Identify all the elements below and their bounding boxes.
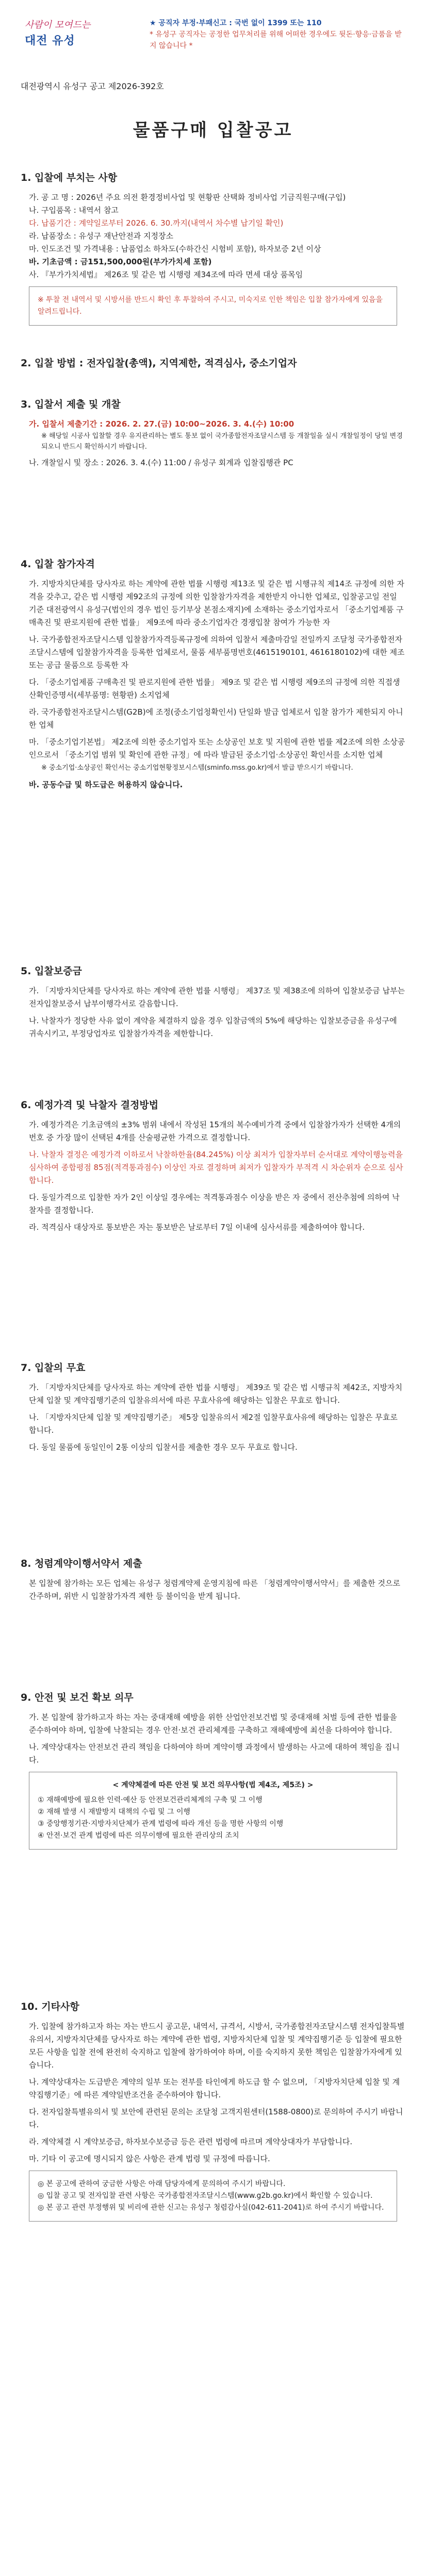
s10-item: 마. 기타 이 공고에 명시되지 않은 사항은 관계 법령 및 규정에 따릅니다. bbox=[29, 2154, 270, 2163]
s10-box-item: ◎ 본 공고 관련 부정행위 및 비리에 관한 신고는 유성구 청렴감사실(042-611-2041)로 하여 주시기 바랍니다. bbox=[38, 2204, 384, 2212]
s10-box-item: ◎ 입찰 공고 및 전자입찰 관련 사항은 국가종합전자조달시스템(www.g2b.go.kr)에서 확인할 수 있습니다. bbox=[38, 2192, 373, 2200]
section-9 bbox=[21, 1690, 405, 1855]
s4-item: 나. 국가종합전자조달시스템 입찰참가자격등록규정에 의하여 입찰서 제출마감일 전일까지 조달청 국가종합전자조달시스템에 입찰참가자격을 등록한 업체로서, 물품 세부품명번호(4615190101, 4616180102)에 대한 제조 또는 공급 물품으로 등록한 자 bbox=[29, 635, 405, 670]
s7-item: 다. 동일 물품에 동일인이 2통 이상의 입찰서를 제출한 경우 모두 무효로 합니다. bbox=[29, 1443, 298, 1452]
s1-item: 나. 구입품목 : 내역서 참고 bbox=[29, 206, 119, 215]
s4-item: 라. 국가종합전자조달시스템(G2B)에 조정(중소기업청확인서) 단일화 발급 업체로서 입찰 참가가 제한되지 아니한 업체 bbox=[29, 707, 403, 730]
s5-item: 가. 「지방자치단체를 당사자로 하는 계약에 관한 법률 시행령」 제37조 및 제38조에 의하여 입찰보증금 납부는 전자입찰보증서 납부이행각서로 갈음합니다. bbox=[29, 986, 405, 1008]
s1-note-box bbox=[29, 286, 397, 326]
s9-box-item: ② 재해 발생 시 재발방지 대책의 수립 및 그 이행 bbox=[38, 1808, 191, 1816]
section-10 bbox=[21, 1999, 405, 2227]
s6-item: 나. 낙찰자 결정은 예정가격 이하로서 낙찰하한율(84.245%) 이상 최저가 입찰자부터 순서대로 계약이행능력을 심사하여 종합평점 85점(적격통과점수) 이상인 자로 결정하며 최저가 입찰자가 부적격 시 차순위자 순으로 심사합니다. bbox=[29, 1150, 403, 1185]
s10-item: 다. 전자입찰특별유의서 및 보안에 관련된 문의는 조달청 고객지원센터(1588-0800)로 문의하여 주시기 바랍니다. bbox=[29, 2107, 403, 2129]
s10-item: 라. 계약체결 시 계약보증금, 하자보수보증금 등은 관련 법령에 따르며 계약상대자가 부담합니다. bbox=[29, 2137, 353, 2146]
s3-item: ※ 해당일 시공사 입찰할 경우 유지관리하는 별도 통보 없이 국가종합전자조달시스템 등 개찰일을 실시 개찰일정이 당일 변경되오니 반드시 확인하시기 바랍니다. bbox=[41, 432, 403, 451]
s10-item: 가. 입찰에 참가하고자 하는 자는 반드시 공고문, 내역서, 규격서, 시방서, 국가종합전자조달시스템 전자입찰특별유의서, 지방자치단체를 당사자로 하는 계약에 관한 법령, 지방자치단체 입찰 및 계약집행기준 등 입찰에 필요한 모든 사항을 입찰 전에 완전히 숙지하고 입찰에 참가하여야 하며, 이를 숙지하지 못한 책임은 입찰참가자에게 있습니다. bbox=[29, 2022, 405, 2070]
section-3-title: 3. 입찰서 제출 및 개찰 bbox=[21, 399, 121, 410]
yuseong-logo bbox=[25, 18, 143, 46]
section-10-title: 10. 기타사항 bbox=[21, 2001, 79, 2012]
s4-item: 다. 「중소기업제품 구매촉진 및 판로지원에 관한 법률」 제9조 및 같은 법 시행령 제9조의 규정에 의한 직접생산확인증명서(세부품명: 현황판) 소지업체 bbox=[29, 677, 400, 700]
section-2 bbox=[21, 355, 405, 377]
s9-box-item: ① 재해예방에 필요한 인력·예산 등 안전보건관리체계의 구축 및 그 이행 bbox=[38, 1796, 263, 1804]
s7-item: 가. 「지방자치단체를 당사자로 하는 계약에 관한 법률 시행령」 제39조 및 같은 법 시행규칙 제42조, 지방자치단체 입찰 및 계약집행기준의 입찰유의서에 따른 무효사유에 해당하는 입찰은 무효로 합니다. bbox=[29, 1383, 403, 1405]
s10-box-item: ◎ 본 공고에 관하여 궁금한 사항은 아래 담당자에게 문의하여 주시기 바랍니다. bbox=[38, 2180, 286, 2188]
s4-item: 마. 「중소기업기본법」 제2조에 의한 중소기업자 또는 소상공인 보호 및 지원에 관한 법률 제2조에 의한 소상공인으로서 「중소기업 범위 및 확인에 관한 규정」에 따라 발급된 중소기업·소상공인 확인서를 소지한 업체 bbox=[29, 737, 405, 759]
anti-corruption-notice bbox=[150, 18, 407, 52]
s5-item: 나. 낙찰자가 정당한 사유 없이 계약을 체결하지 않을 경우 입찰금액의 5%에 해당하는 입찰보증금을 유성구에 귀속시키고, 부정당업자로 입찰참가자격을 제한합니다. bbox=[29, 1016, 397, 1038]
section-7-title: 7. 입찰의 무효 bbox=[21, 1362, 86, 1374]
section-5-title: 5. 입찰보증금 bbox=[21, 965, 82, 977]
page-title: 물품구매 입찰공고 bbox=[133, 120, 293, 141]
s1-item: 마. 인도조건 및 가격내용 : 납품업소 하차도(수하간신 시험비 포함), 하자보증 2년 이상 bbox=[29, 244, 321, 253]
section-8-title: 8. 청렴계약이행서약서 제출 bbox=[21, 1558, 142, 1569]
document-header bbox=[15, 11, 411, 58]
s9-item: 나. 계약상대자는 안전보건 관리 책임을 다하여야 하며 계약이행 과정에서 발생하는 사고에 대하여 책임을 집니다. bbox=[29, 1742, 400, 1765]
logo-slogan: 사람이 모여드는 bbox=[25, 20, 91, 30]
s6-item: 라. 적격심사 대상자로 통보받은 자는 통보받은 날로부터 7일 이내에 심사서류를 제출하여야 합니다. bbox=[29, 1223, 365, 1232]
s10-note-box bbox=[29, 2171, 397, 2222]
s1-note: ※ 투찰 전 내역서 및 시방서를 반드시 확인 후 투찰하여 주시고, 미숙지로 인한 책임은 입찰 참가자에게 있음을 알려드립니다. bbox=[38, 296, 383, 316]
section-1 bbox=[21, 170, 405, 331]
s9-box-title: < 계약체결에 따른 안전 및 보건 의무사항(법 제4조, 제5조) > bbox=[112, 1781, 314, 1789]
notice-line-2: * 유성구 공직자는 공정한 업무처리를 위해 어떠한 경우에도 뒷돈·향응·금품을 받지 않습니다 * bbox=[150, 30, 402, 50]
section-9-title: 9. 안전 및 보건 확보 의무 bbox=[21, 1692, 134, 1703]
s1-item: 바. 기초금액 : 금151,500,000원(부가가치세 포함) bbox=[29, 257, 212, 266]
section-6 bbox=[21, 1097, 405, 1234]
s4-item: 바. 공동수급 및 하도급은 허용하지 않습니다. bbox=[29, 780, 183, 789]
section-4 bbox=[21, 556, 405, 791]
s6-item: 다. 동일가격으로 입찰한 자가 2인 이상일 경우에는 적격통과점수 이상을 받은 자 중에서 전산추첨에 의하여 낙찰자를 결정합니다. bbox=[29, 1193, 400, 1215]
s9-box-item: ④ 안전·보건 관계 법령에 따른 의무이행에 필요한 관리상의 조치 bbox=[38, 1832, 239, 1840]
s3-item: 나. 개찰일시 및 장소 : 2026. 3. 4.(수) 11:00 / 유성구 회계과 입찰집행관 PC bbox=[29, 458, 293, 467]
s6-item: 가. 예정가격은 기초금액의 ±3% 범위 내에서 작성된 15개의 복수예비가격 중에서 입찰참가자가 선택한 4개의 번호 중 가장 많이 선택된 4개를 산술평균한 가격으로 결정합니다. bbox=[29, 1120, 401, 1142]
s7-item: 나. 「지방자치단체 입찰 및 계약집행기준」 제5장 입찰유의서 제2절 입찰무효사유에 해당하는 입찰은 무효로 합니다. bbox=[29, 1413, 398, 1435]
s1-item: 사. 『부가가치세법』 제26조 및 같은 법 시행령 제34조에 따라 면세 대상 품목임 bbox=[29, 270, 303, 279]
s1-item: 라. 납품장소 : 유성구 재난안전과 지정장소 bbox=[29, 231, 173, 241]
s10-item: 나. 계약상대자는 도급받은 계약의 일부 또는 전부를 타인에게 하도급 할 수 없으며, 「지방자치단체 입찰 및 계약집행기준」에 따른 계약일반조건을 준수하여야 합니다. bbox=[29, 2077, 400, 2099]
s4-item: ※ 중소기업·소상공인 확인서는 중소기업현황정보시스템(sminfo.mss.go.kr)에서 발급 받으시기 바랍니다. bbox=[41, 764, 353, 772]
section-1-title: 1. 입찰에 부치는 사항 bbox=[21, 172, 118, 183]
s9-box-item: ③ 중앙행정기관·지방자치단체가 관계 법령에 따라 개선 등을 명한 사항의 이행 bbox=[38, 1820, 284, 1828]
section-3 bbox=[21, 397, 405, 469]
section-4-title: 4. 입찰 참가자격 bbox=[21, 558, 95, 570]
s1-item: 가. 공 고 명 : 2026년 주요 의전 환경정비사업 및 현황판 산택화 정비사업 기금직원구매(구입) bbox=[29, 193, 346, 202]
s1-item: 다. 납품기간 : 계약일로부터 2026. 6. 30.까지(내역서 차수별 납기일 확인) bbox=[29, 218, 284, 228]
logo-org-name: 대전 유성 bbox=[25, 35, 75, 47]
s9-obligation-box bbox=[29, 1772, 397, 1850]
section-2-title: 2. 입찰 방법 : 전자입찰(총액), 지역제한, 적격심사, 중소기업자 bbox=[21, 358, 297, 369]
s4-item: 가. 지방자치단체를 당사자로 하는 계약에 관한 법률 시행령 제13조 및 같은 법 시행규칙 제14조 규정에 의한 자격을 갖추고, 같은 법 시행령 제92조의 규정에 의한 입찰참가자격을 제한받지 아니한 업체로, 입찰공고일 전일 기준 대전광역시 유성구(법인의 경우 법인 등기부상 본점소재지)에 소재하는 중소기업자로서 「중소기업제품 구매촉진 및 판로지원에 관한 법률」 제9조에 따라 중소기업자간 경쟁입찰 참여가 가능한 자 bbox=[29, 579, 404, 627]
section-5 bbox=[21, 963, 405, 1040]
section-6-title: 6. 예정가격 및 낙찰자 결정방법 bbox=[21, 1099, 159, 1111]
s8-item: 본 입찰에 참가하는 모든 업체는 유성구 청렴계약제 운영지침에 따른 「청렴계약이행서약서」를 제출한 것으로 간주하며, 위반 시 입찰참가자격 제한 등 불이익을 받게 됩니다. bbox=[29, 1579, 401, 1601]
section-8 bbox=[21, 1556, 405, 1603]
document-number: 대전광역시 유성구 공고 제2026-392호 bbox=[21, 81, 164, 91]
s3-item: 가. 입찰서 제출기간 : 2026. 2. 27.(금) 10:00~2026. 3. 4.(수) 10:00 bbox=[29, 419, 294, 429]
section-7 bbox=[21, 1360, 405, 1454]
s9-item: 가. 본 입찰에 참가하고자 하는 자는 중대재해 예방을 위한 산업안전보건법 및 중대재해 처벌 등에 관한 법률을 준수하여야 하며, 입찰에 낙찰되는 경우 안전·보건 관리체계를 구축하고 재해예방에 최선을 다하여야 합니다. bbox=[29, 1713, 397, 1735]
notice-line-1: ★ 공직자 부정·부패신고 : 국번 없이 1399 또는 110 bbox=[150, 19, 322, 27]
